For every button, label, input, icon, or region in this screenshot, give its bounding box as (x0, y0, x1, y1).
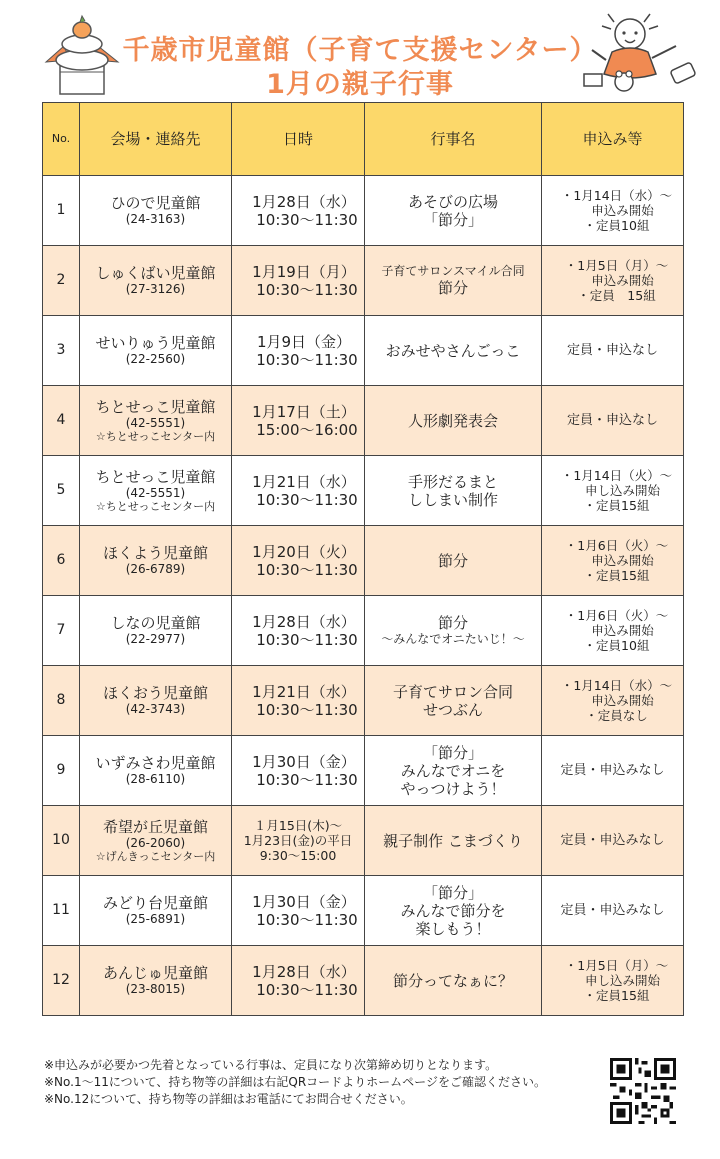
table-row (43, 946, 684, 1016)
application-line: ・1月6日（火）〜 (564, 538, 669, 553)
venue-name: せいりゅう児童館 (95, 334, 216, 353)
row-number: 10 (43, 806, 80, 876)
application-cell (542, 386, 684, 456)
event-date: 1月21日（水） (252, 682, 356, 701)
venue-phone: (23-8015) (125, 982, 186, 997)
table-header-row (43, 103, 684, 176)
application-cell (542, 316, 684, 386)
qr-code-icon[interactable] (610, 1058, 676, 1124)
footnotes (44, 1057, 604, 1108)
application-cell (542, 246, 684, 316)
event-date: 1月17日（土） (252, 402, 356, 421)
event-name-line: 節分 (437, 551, 468, 570)
venue-phone: (25-6891) (125, 912, 186, 927)
application-line: ・定員10組 (583, 638, 650, 653)
datetime-cell (232, 246, 365, 316)
event-cell (365, 666, 542, 736)
venue-name: 希望が丘児童館 (102, 817, 208, 836)
venue-name: ちとせっこ児童館 (95, 397, 216, 416)
row-number: 12 (43, 946, 80, 1016)
application-cell (542, 526, 684, 596)
venue-cell (80, 176, 232, 246)
event-name-line: 「節分」 (422, 883, 483, 902)
event-name-line: せつぶん (422, 700, 483, 719)
datetime-cell (232, 736, 365, 806)
datetime-cell (232, 386, 365, 456)
event-name-line: 楽しもう！ (415, 919, 491, 938)
venue-name: みどり台児童館 (102, 894, 208, 913)
application-cell (542, 806, 684, 876)
datetime-cell (232, 946, 365, 1016)
application-line: 申し込み開始 (584, 973, 660, 988)
venue-cell (80, 876, 232, 946)
row-number: 3 (43, 316, 80, 386)
table-row (43, 736, 684, 806)
event-date: 1月28日（水） (252, 962, 356, 981)
application-line: ・1月6日（火）〜 (564, 608, 669, 623)
event-name-line: 「節分」 (422, 210, 483, 229)
table-row (43, 176, 684, 246)
application-line: ・1月14日（水）〜 (560, 678, 673, 693)
venue-name: あんじゅ児童館 (102, 964, 208, 983)
venue-phone: (26-6789) (125, 562, 186, 577)
table-row (43, 806, 684, 876)
column-header-application: 申込み等 (542, 103, 684, 176)
application-line: 定員・申込なし (566, 342, 658, 358)
row-number: 5 (43, 456, 80, 526)
application-cell (542, 736, 684, 806)
event-date: 1月30日（金） (252, 752, 356, 771)
event-cell (365, 526, 542, 596)
venue-cell (80, 736, 232, 806)
venue-name: しゅくばい児童館 (95, 264, 216, 283)
event-cell (365, 246, 542, 316)
baby-illustration-icon (580, 4, 700, 100)
application-cell (542, 946, 684, 1016)
datetime-cell (232, 666, 365, 736)
venue-phone: (26-2060) (125, 835, 186, 850)
venue-name: ほくおう児童館 (102, 684, 208, 703)
row-number: 8 (43, 666, 80, 736)
application-line: 定員・申込みなし (560, 762, 665, 778)
row-number: 4 (43, 386, 80, 456)
footnote: ※No.12について、持ち物等の詳細はお電話にてお問合せください。 (44, 1092, 413, 1106)
event-time: 10:30〜11:30 (256, 700, 358, 719)
table-row (43, 666, 684, 736)
event-name-line: 手形だるまと (407, 472, 498, 491)
datetime-cell (232, 456, 365, 526)
event-time: 10:30〜11:30 (256, 350, 358, 369)
application-line: 定員・申込みなし (560, 832, 665, 848)
event-name-line: あそびの広場 (407, 192, 498, 211)
event-date: 1月21日（水） (252, 472, 356, 491)
venue-name: しなの児童館 (110, 614, 201, 633)
row-number: 9 (43, 736, 80, 806)
event-time: 10:30〜11:30 (256, 280, 358, 299)
venue-note: ☆げんきっこセンター内 (95, 850, 216, 864)
application-line: 定員・申込みなし (560, 902, 665, 918)
venue-cell (80, 456, 232, 526)
application-line: ・1月5日（月）〜 (564, 958, 669, 973)
event-time: 10:30〜11:30 (256, 560, 358, 579)
event-name-line: ししまい制作 (407, 490, 498, 509)
event-time: 10:30〜11:30 (256, 910, 358, 929)
venue-cell (80, 666, 232, 736)
venue-phone: (22-2560) (125, 352, 186, 367)
event-cell (365, 806, 542, 876)
application-cell (542, 876, 684, 946)
application-line: 定員・申込なし (566, 412, 658, 428)
event-cell (365, 876, 542, 946)
application-line: ・定員15組 (583, 498, 650, 513)
page-title: 千歳市児童館（子育て支援センター） (122, 35, 598, 66)
venue-cell (80, 246, 232, 316)
event-cell (365, 176, 542, 246)
event-date: 1月28日（水） (252, 612, 356, 631)
event-cell (365, 596, 542, 666)
event-name-line: みんなで節分を (400, 901, 506, 920)
application-line: ・1月14日（水）〜 (560, 188, 673, 203)
venue-cell (80, 806, 232, 876)
event-date: 1月9日（金） (256, 332, 352, 351)
venue-phone: (42-5551) (125, 485, 186, 500)
event-name-line: 〜みんなでオニたいじ！〜 (381, 632, 525, 647)
application-line: 申込み開始 (591, 273, 654, 288)
venue-phone: (42-3743) (125, 702, 186, 717)
footnote: ※申込みが必要かつ先着となっている行事は、定員になり次第締め切りとなります。 (44, 1058, 498, 1072)
table-row (43, 246, 684, 316)
row-number: 2 (43, 246, 80, 316)
table-row (43, 876, 684, 946)
venue-phone: (24-3163) (125, 212, 186, 227)
row-number: 6 (43, 526, 80, 596)
event-name-line: 節分 (437, 614, 468, 633)
event-date: 1月30日（金） (252, 892, 356, 911)
column-header-datetime: 日時 (232, 103, 365, 176)
datetime-cell (232, 316, 365, 386)
event-name-line: 親子制作 こまづくり (383, 831, 523, 850)
event-cell (365, 736, 542, 806)
application-cell (542, 456, 684, 526)
event-date-range: 1月23日(金)の平日 (243, 833, 353, 848)
event-cell (365, 456, 542, 526)
venue-phone: (27-3126) (125, 282, 186, 297)
event-date: 1月20日（火） (252, 542, 356, 561)
application-cell (542, 666, 684, 736)
datetime-cell (232, 526, 365, 596)
event-time: 9:30〜15:00 (259, 848, 337, 863)
application-line: ・定員 15組 (577, 288, 656, 303)
page-subtitle: 1月の親子行事 (266, 69, 454, 100)
event-cell (365, 386, 542, 456)
venue-cell (80, 596, 232, 666)
event-date: 1月19日（月） (252, 262, 356, 281)
event-time: 10:30〜11:30 (256, 980, 358, 999)
application-line: 申込み開始 (591, 203, 654, 218)
venue-name: ほくよう児童館 (102, 544, 208, 563)
application-line: ・定員15組 (583, 988, 650, 1003)
event-name-line: 人形劇発表会 (407, 411, 498, 430)
event-time: 10:30〜11:30 (256, 210, 358, 229)
event-name-line: 節分ってなぁに？ (392, 971, 513, 990)
event-cell (365, 316, 542, 386)
event-name-line: 「節分」 (422, 743, 483, 762)
row-number: 11 (43, 876, 80, 946)
venue-note: ☆ちとせっこセンター内 (95, 430, 216, 444)
application-cell (542, 596, 684, 666)
venue-phone: (42-5551) (125, 415, 186, 430)
datetime-cell (232, 876, 365, 946)
footnote: ※No.1〜11について、持ち物等の詳細は右記QRコードよりホームページをご確認ください。 (44, 1075, 546, 1089)
datetime-cell (232, 176, 365, 246)
event-name-line: やっつけよう！ (400, 779, 506, 798)
event-time: 10:30〜11:30 (256, 490, 358, 509)
venue-name: ひので児童館 (110, 194, 201, 213)
application-line: ・1月5日（月）〜 (564, 258, 669, 273)
application-line: ・定員なし (585, 708, 648, 723)
event-name-line: 節分 (437, 278, 468, 297)
row-number: 7 (43, 596, 80, 666)
venue-cell (80, 946, 232, 1016)
application-line: 申し込み開始 (584, 483, 660, 498)
application-line: 申込み開始 (591, 553, 654, 568)
column-header-no: No. (43, 103, 80, 176)
application-line: ・1月14日（火）〜 (560, 468, 673, 483)
venue-note: ☆ちとせっこセンター内 (95, 500, 216, 514)
application-line: 申込み開始 (591, 693, 654, 708)
table-row (43, 456, 684, 526)
page-header (0, 0, 720, 100)
application-line: ・定員15組 (583, 568, 650, 583)
event-name-line: みんなでオニを (400, 761, 506, 780)
datetime-cell (232, 596, 365, 666)
table-row (43, 596, 684, 666)
event-cell (365, 946, 542, 1016)
venue-phone: (22-2977) (125, 632, 186, 647)
event-time: 15:00〜16:00 (256, 420, 358, 439)
event-time: 10:30〜11:30 (256, 630, 358, 649)
venue-cell (80, 316, 232, 386)
event-date: １月15日(木)〜 (253, 818, 343, 833)
application-cell (542, 176, 684, 246)
event-date: 1月28日（水） (252, 192, 356, 211)
column-header-venue: 会場・連絡先 (80, 103, 232, 176)
application-line: ・定員10組 (583, 218, 650, 233)
venue-cell (80, 386, 232, 456)
event-name-line: 子育てサロンスマイル合同 (381, 264, 525, 279)
row-number: 1 (43, 176, 80, 246)
venue-cell (80, 526, 232, 596)
table-row (43, 316, 684, 386)
event-time: 10:30〜11:30 (256, 770, 358, 789)
datetime-cell (232, 806, 365, 876)
table-row (43, 526, 684, 596)
table-row (43, 386, 684, 456)
venue-name: いずみさわ児童館 (95, 754, 216, 773)
column-header-event: 行事名 (365, 103, 542, 176)
application-line: 申込み開始 (591, 623, 654, 638)
event-name-line: おみせやさんごっこ (385, 341, 521, 360)
event-name-line: 子育てサロン合同 (392, 682, 513, 701)
venue-name: ちとせっこ児童館 (95, 467, 216, 486)
events-table (42, 102, 684, 1016)
venue-phone: (28-6110) (125, 772, 186, 787)
